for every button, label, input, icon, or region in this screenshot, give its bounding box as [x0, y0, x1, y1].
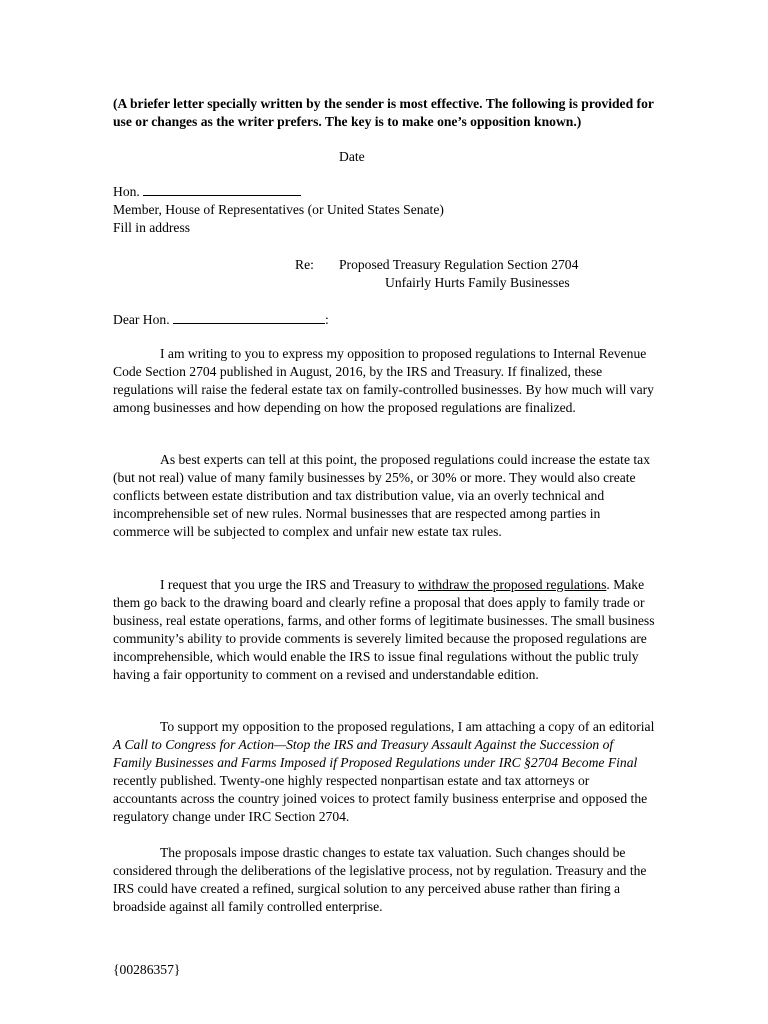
date-line: Date: [339, 149, 365, 164]
paragraph-4-rest: recently published. Twenty-one highly respected nonpartisan estate and tax attorneys or accountants across the country joined voices to protect family business enterprise and opposed the regulatory change under IRC Section 2704.: [113, 773, 648, 824]
re-line-2: Unfairly Hurts Family Businesses: [385, 275, 570, 290]
withdraw-request: withdraw the proposed regulations: [418, 577, 607, 592]
salutation-prefix: Dear Hon.: [113, 312, 170, 327]
paragraph-3: [113, 576, 655, 684]
paragraph-3-rest: . Make them go back to the drawing board and clearly refine a proposal that does apply to family trade or business, real estate operations, farms, and other forms of legitimate businesses. The small business community’s ability to provide comments is severely limited because the proposed regulations are incomprehensible, which would enable the IRS to issue final regulations without the public truly having a fair opportunity to comment on a revised and understandable edition.: [113, 577, 655, 682]
address-block: [113, 183, 655, 237]
salutation-suffix: :: [325, 312, 329, 327]
salutation: [113, 311, 655, 329]
salutation-blank: [173, 311, 325, 324]
address-hon-line: [113, 183, 655, 201]
address-fill: Fill in address: [113, 220, 191, 235]
paragraph-2: As best experts can tell at this point, the proposed regulations could increase the estate tax (but not real) value of many family businesses by 25%, or 30% or more. They would also create conflicts between estate distribution and tax distribution value, via an overly technical and incomprehensible set of new rules. Normal businesses that are respected among parties in commerce will be subjected to complex and unfair new estate tax rules.: [113, 452, 650, 539]
paragraph-1: I am writing to you to express my opposition to proposed regulations to Internal Revenue Code Section 2704 published in August, 2016, by the IRS and Treasury. If finalized, these regulations will raise the federal estate tax on family-controlled businesses. By how much will vary among businesses and how depending on how the proposed regulations are finalized.: [113, 346, 654, 415]
re-line-1: Proposed Treasury Regulation Section 2704: [339, 257, 579, 272]
document-id: {00286357}: [113, 962, 181, 977]
intro-note: (A briefer letter specially written by the sender is most effective. The following is provided for use or changes as the writer prefers. The key is to make one’s opposition known.): [113, 96, 654, 129]
paragraph-4-start: To support my opposition to the proposed regulations, I am attaching a copy of an editorial: [160, 719, 655, 734]
re-label: Re:: [295, 257, 314, 272]
address-member: Member, House of Representatives (or United States Senate): [113, 202, 444, 217]
address-hon: Hon.: [113, 184, 140, 199]
paragraph-3-start: I request that you urge the IRS and Treasury to: [160, 577, 418, 592]
hon-name-blank: [143, 183, 301, 196]
editorial-title: A Call to Congress for Action—Stop the IRS and Treasury Assault Against the Succession of Family Businesses and Farms Imposed if Proposed Regulations under IRC §2704 Become Final: [113, 737, 638, 770]
paragraph-5: The proposals impose drastic changes to estate tax valuation. Such changes should be considered through the deliberations of the legislative process, not by regulation. Treasury and the IRS could have created a refined, surgical solution to any perceived abuse rather than firing a broadside against all family controlled enterprise.: [113, 845, 647, 914]
paragraph-4: [113, 718, 655, 826]
